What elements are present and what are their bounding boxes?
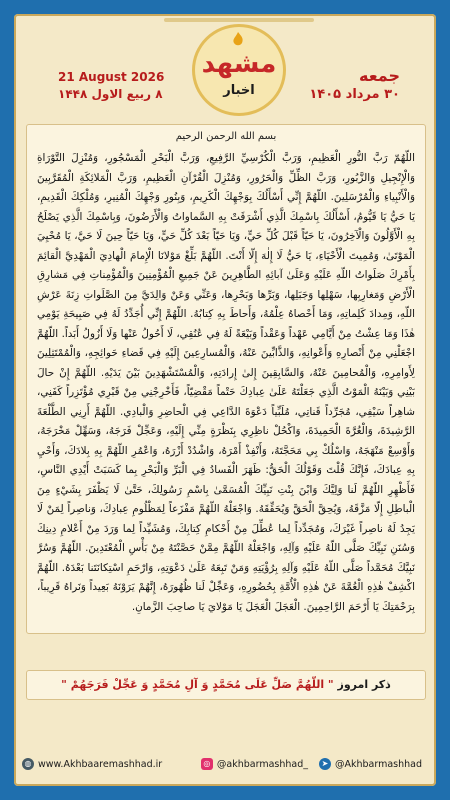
date-shamsi-block [280,66,400,102]
date-other-block [58,70,178,101]
instagram-icon: ◎ [201,758,213,770]
website-url: www.Akhbaaremashhad.ir [38,758,163,770]
zikr-text: " اللّهُمَّ صَلِّ عَلَى مُحَمَّدٍ وَ آلِ مُحَمَّدٍ وَ عَجِّلْ فَرَجَهُمْ " [61,678,334,691]
top-ornament [164,18,314,22]
date-hijri: ۸ ربیع الاول ۱۴۴۸ [58,87,163,101]
telegram-link[interactable] [319,758,422,770]
bismillah: بسم الله الرحمن الرحیم [175,131,277,142]
day-name: جمعه [359,66,400,85]
flame-icon [227,31,249,47]
logo [192,24,286,116]
instagram-handle: @akhbarmashhad_ [216,758,308,770]
instagram-link[interactable] [201,758,308,770]
date-gregorian: 21 August 2026 [58,70,165,84]
logo-subtitle: اخبار [223,83,255,98]
zikr-label: ذکر امروز [337,678,391,691]
logo-title: مشهد [201,49,277,79]
telegram-icon: ➤ [319,758,331,770]
header [14,14,436,122]
dua-box [26,124,426,634]
dua-text: اللّهُمّ رَبَّ النُّورِ الْعَظِيمِ، وَرَبَّ الْكُرْسِيِّ الرَّفِيعِ، وَرَبَّ الْبَحْرِ الْمَسْجُورِ، وَمُنْزِلَ التَّوْرَاةِ وَالْإِنْجِيلِ وَالزَّبُورِ، وَرَبَّ الظِّلِّ وَالْحَرُورِ، وَمُنْزِلَ الْقُرْآنِ الْعَظِيمِ، وَرَبَّ الْمَلائِكَةِ الْمُقَرَّبِينَ وَالْأَنْبِياءِ وَالْمُرْسَلِينَ. اللّهُمَّ إِنِّي أَسْأَلُكَ بِوَجْهِكَ الْكَرِيمِ، وَبِنُورِ وَجْهِكَ الْمُنِيرِ، وَمُلْكِكَ الْقَدِيمِ، يَا حَيُّ يَا قَيُّومُ، أَسْأَلُكَ بِاسْمِكَ الَّذِي أَشْرَقَتْ بِهِ السَّماواتُ وَالْأَرَضُونَ، وَبِاسْمِكَ الَّذِي يَصْلَحُ بِهِ الْأَوَّلُونَ وَالْآخِرُونَ، يَا حَيّاً قَبْلَ كُلِّ حَيٍّ، وَيَا حَيّاً بَعْدَ كُلِّ حَيٍّ، وَيَا حَيّاً حِينَ لَا حَيَّ، يَا مُحْيِيَ الْمَوْتَىٰ، وَمُمِيتَ الْأَحْيَاءِ، يَا حَيُّ لَا إِلٰهَ إِلّا أَنْتَ. اللّهُمَّ بَلِّغْ مَوْلانَا الْإِمامَ الْهادِيَ الْمَهْدِيَّ الْقائِمَ بِأَمْرِكَ صَلَواتُ اللّهِ عَلَيْهِ وَعَلَىٰ آبائِهِ الطَّاهِرِينَ عَنْ جَمِيعِ الْمُؤْمِنِينَ وَالْمُؤْمِناتِ فِي مَشارِقِ الْأَرْضِ وَمَغارِبِها، سَهْلِها وَجَبَلِها، وَبَرِّها وَبَحْرِها، وَعَنِّي وَعَنْ وَالِدَيَّ مِنَ الصَّلَواتِ زِنَةَ عَرْشِ اللّهِ، وَمِدادَ كَلِماتِهِ، وَمَا أَحْصاهُ عِلْمُهُ، وَأَحاطَ بِهِ كِتابُهُ. اللّهُمَّ إِنِّي أُجَدِّدُ لَهُ فِي صَبِيحَةِ يَوْمِي هٰذَا وَمَا عِشْتُ مِنْ أَيَّامِي عَهْداً وَعَقْداً وَبَيْعَةً لَهُ فِي عُنُقِي، لَا أَحُولُ عَنْها وَلَا أَزُولُ أَبَداً. اللّهُمَّ اجْعَلْنِي مِنْ أَنْصارِهِ وَأَعْوانِهِ، وَالذَّابِّينَ عَنْهُ، وَالْمُسارِعِينَ إِلَيْهِ فِي قَضاءِ حَوائِجِهِ، وَالْمُمْتَثِلِينَ لِأَوامِرِهِ، وَالْمُحامِينَ عَنْهُ، وَالسَّابِقِينَ إِلىٰ إِرادَتِهِ، وَالْمُسْتَشْهَدِينَ بَيْنَ يَدَيْهِ. اللّهُمَّ إِنْ حالَ بَيْنِي وَبَيْنَهُ الْمَوْتُ الَّذِي جَعَلْتَهُ عَلَىٰ عِبادِكَ حَتْماً مَقْضِيّاً، فَأَخْرِجْنِي مِنْ قَبْرِي مُؤْتَزِراً كَفَنِي، شاهِراً سَيْفِي، مُجَرِّداً قَناتِي، مُلَبِّياً دَعْوَةَ الدَّاعِي فِي الْحاضِرِ وَالْبادِي. اللّهُمَّ أَرِنِي الطَّلْعَةَ الرَّشِيدَةَ، وَالْغُرَّةَ الْحَمِيدَةَ، وَاكْحُلْ ناظِرِي بِنَظْرَةٍ مِنِّي إِلَيْهِ، وَعَجِّلْ فَرَجَهُ، وَسَهِّلْ مَخْرَجَهُ، وَأَوْسِعْ مَنْهَجَهُ، وَاسْلُكْ بِي مَحَجَّتَهُ، وَأَنْفِذْ أَمْرَهُ، وَاشْدُدْ أَزْرَهُ، وَاعْمُرِ اللّهُمَّ بِهِ بِلادَكَ، وَأَحْيِ بِهِ عِبادَكَ، فَإِنَّكَ قُلْتَ وَقَوْلُكَ الْحَقُّ: ظَهَرَ الْفَسادُ فِي الْبَرِّ وَالْبَحْرِ بِما كَسَبَتْ أَيْدِي النَّاسِ، فَأَظْهِرِ اللّهُمَّ لَنا وَلِيَّكَ وَابْنَ بِنْتِ نَبِيِّكَ الْمُسَمَّىٰ بِاسْمِ رَسُولِكَ، حَتَّىٰ لَا يَظْفَرَ بِشَيْءٍ مِنَ الْباطِلِ إِلّا مَزَّقَهُ، وَيُحِقَّ الْحَقَّ وَيُحَقِّقَهُ. وَاجْعَلْهُ اللّهُمَّ مَفْزَعاً لِمَظْلُومِ عِبادِكَ، وَناصِراً لِمَنْ لَا يَجِدُ لَهُ ناصِراً غَيْرَكَ، وَمُجَدِّداً لِما عُطِّلَ مِنْ أَحْكامِ كِتابِكَ، وَمُشَيِّداً لِما وَرَدَ مِنْ أَعْلامِ دِينِكَ وَسُنَنِ نَبِيِّكَ صَلَّى اللّهُ عَلَيْهِ وَآلِهِ، وَاجْعَلْهُ اللّهُمَّ مِمَّنْ حَصَّنْتَهُ مِنْ بَأْسِ الْمُعْتَدِينَ. اللّهُمَّ وَسُرَّ نَبِيَّكَ مُحَمَّداً صَلَّى اللّهُ عَلَيْهِ وَآلِهِ بِرُؤْيَتِهِ وَمَنْ تَبِعَهُ عَلَىٰ دَعْوَتِهِ، وَارْحَمِ اسْتِكانَتَنا بَعْدَهُ. اللّهُمَّ اكْشِفْ هٰذِهِ الْغُمَّةَ عَنْ هٰذِهِ الْأُمَّةِ بِحُضُورِهِ، وَعَجِّلْ لَنا ظُهُورَهُ، إِنَّهُمْ يَرَوْنَهُ بَعِيداً وَنَراهُ قَرِيباً، بِرَحْمَتِكَ يَا أَرْحَمَ الرَّاحِمِينَ. الْعَجَلَ الْعَجَلَ يَا مَوْلايَ يَا صاحِبَ الزَّمانِ. [37,152,415,613]
date-shamsi: ۳۰ مرداد ۱۴۰۵ [309,87,400,102]
footer [14,752,436,778]
website-link[interactable] [22,758,162,770]
telegram-handle: @Akhbarmashhad [334,758,422,770]
zikr-bar [26,670,426,700]
globe-icon: ◍ [22,758,34,770]
